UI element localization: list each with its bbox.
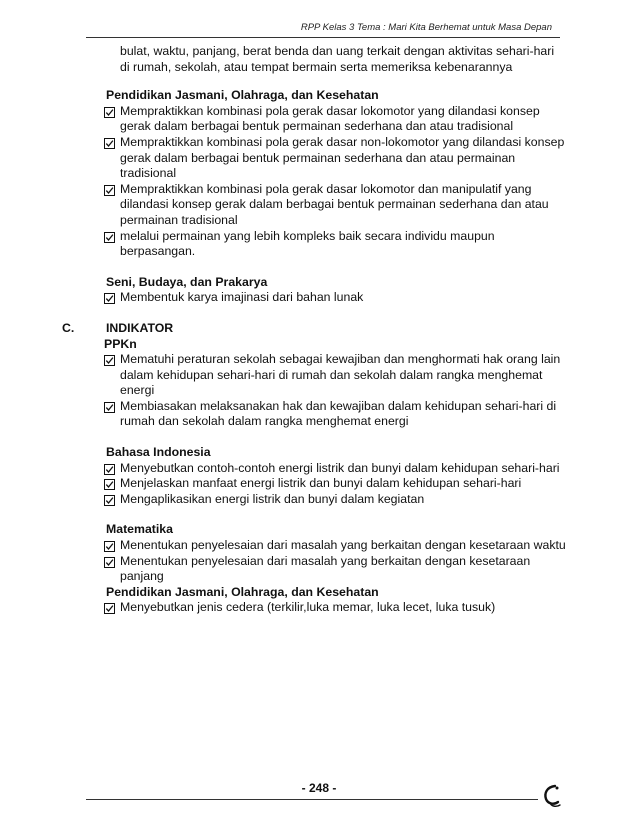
section-title: INDIKATOR [106,320,174,335]
checkbox-icon [104,182,120,229]
checkbox-icon [104,104,120,135]
checkbox-icon [104,492,120,508]
list-item: Membentuk karya imajinasi dari bahan lunak [104,290,566,306]
running-header: RPP Kelas 3 Tema : Mari Kita Berhemat untuk Masa Depan [300,22,552,33]
checkbox-icon [104,229,120,260]
list-item: Mempraktikkan kombinasi pola gerak dasar non-lokomotor yang dilandasi konsep gerak dalam berbagai bentuk permainan sederhana dan atau permainan tradisional [104,135,566,182]
list-item: Menyebutkan jenis cedera (terkilir,luka memar, luka lecet, luka tusuk) [104,600,566,616]
checkbox-icon [104,352,120,399]
list-item: Mempraktikkan kombinasi pola gerak dasar lokomotor dan manipulatif yang dilandasi konsep gerak dalam berbagai bentuk permainan sederhana dan atau permainan tradisional [104,182,566,229]
list-item: Menentukan penyelesaian dari masalah yang berkaitan dengan kesetaraan waktu [104,538,566,554]
checkbox-icon [104,135,120,182]
swirl-logo-icon [541,783,563,814]
matematika-heading: Matematika [106,522,173,537]
page-content [62,44,566,616]
checkbox-icon [104,538,120,554]
checkbox-icon [104,399,120,430]
checkbox-icon [104,476,120,492]
section-letter: C. [62,320,75,335]
checkbox-icon [104,554,120,585]
pjok-indicator-heading: Pendidikan Jasmani, Olahraga, dan Kesehatan [106,584,379,599]
list-item: Menyebutkan contoh-contoh energi listrik dan bunyi dalam kehidupan sehari-hari [104,461,566,477]
list-item: Menentukan penyelesaian dari masalah yang berkaitan dengan kesetaraan panjang [104,554,566,585]
bahasa-heading: Bahasa Indonesia [106,445,211,460]
checkbox-icon [104,290,120,306]
checkbox-icon [104,600,120,616]
continued-paragraph: bulat, waktu, panjang, berat benda dan uang terkait dengan aktivitas sehari-hari di rumah, sekolah, atau tempat bermain serta memeriksa kebenarannya [120,44,555,74]
list-item: melalui permainan yang lebih kompleks baik secara individu maupun berpasangan. [104,229,566,260]
list-item: Mengaplikasikan energi listrik dan bunyi dalam kegiatan [104,492,566,508]
list-item: Mematuhi peraturan sekolah sebagai kewajiban dan menghormati hak orang lain dalam kehidupan sehari-hari di rumah dan sekolah dalam rangka menghemat energi [104,352,566,399]
list-item: Mempraktikkan kombinasi pola gerak dasar lokomotor yang dilandasi konsep gerak dalam berbagai bentuk permainan sederhana dan atau tradisional [104,104,566,135]
sbdp-heading: Seni, Budaya, dan Prakarya [106,274,268,289]
list-item: Membiasakan melaksanakan hak dan kewajiban dalam kehidupan sehari-hari di rumah dan sekolah dalam rangka menghemat energi [104,399,566,430]
list-item: Menjelaskan manfaat energi listrik dan bunyi dalam kehidupan sehari-hari [104,476,566,492]
section-c-heading [62,321,566,337]
header-rule [86,37,560,38]
ppkn-heading: PPKn [104,336,137,351]
pjok-heading: Pendidikan Jasmani, Olahraga, dan Kesehatan [106,88,379,103]
page-number: - 248 - [301,781,337,795]
footer-rule [86,799,538,800]
checkbox-icon [104,461,120,477]
